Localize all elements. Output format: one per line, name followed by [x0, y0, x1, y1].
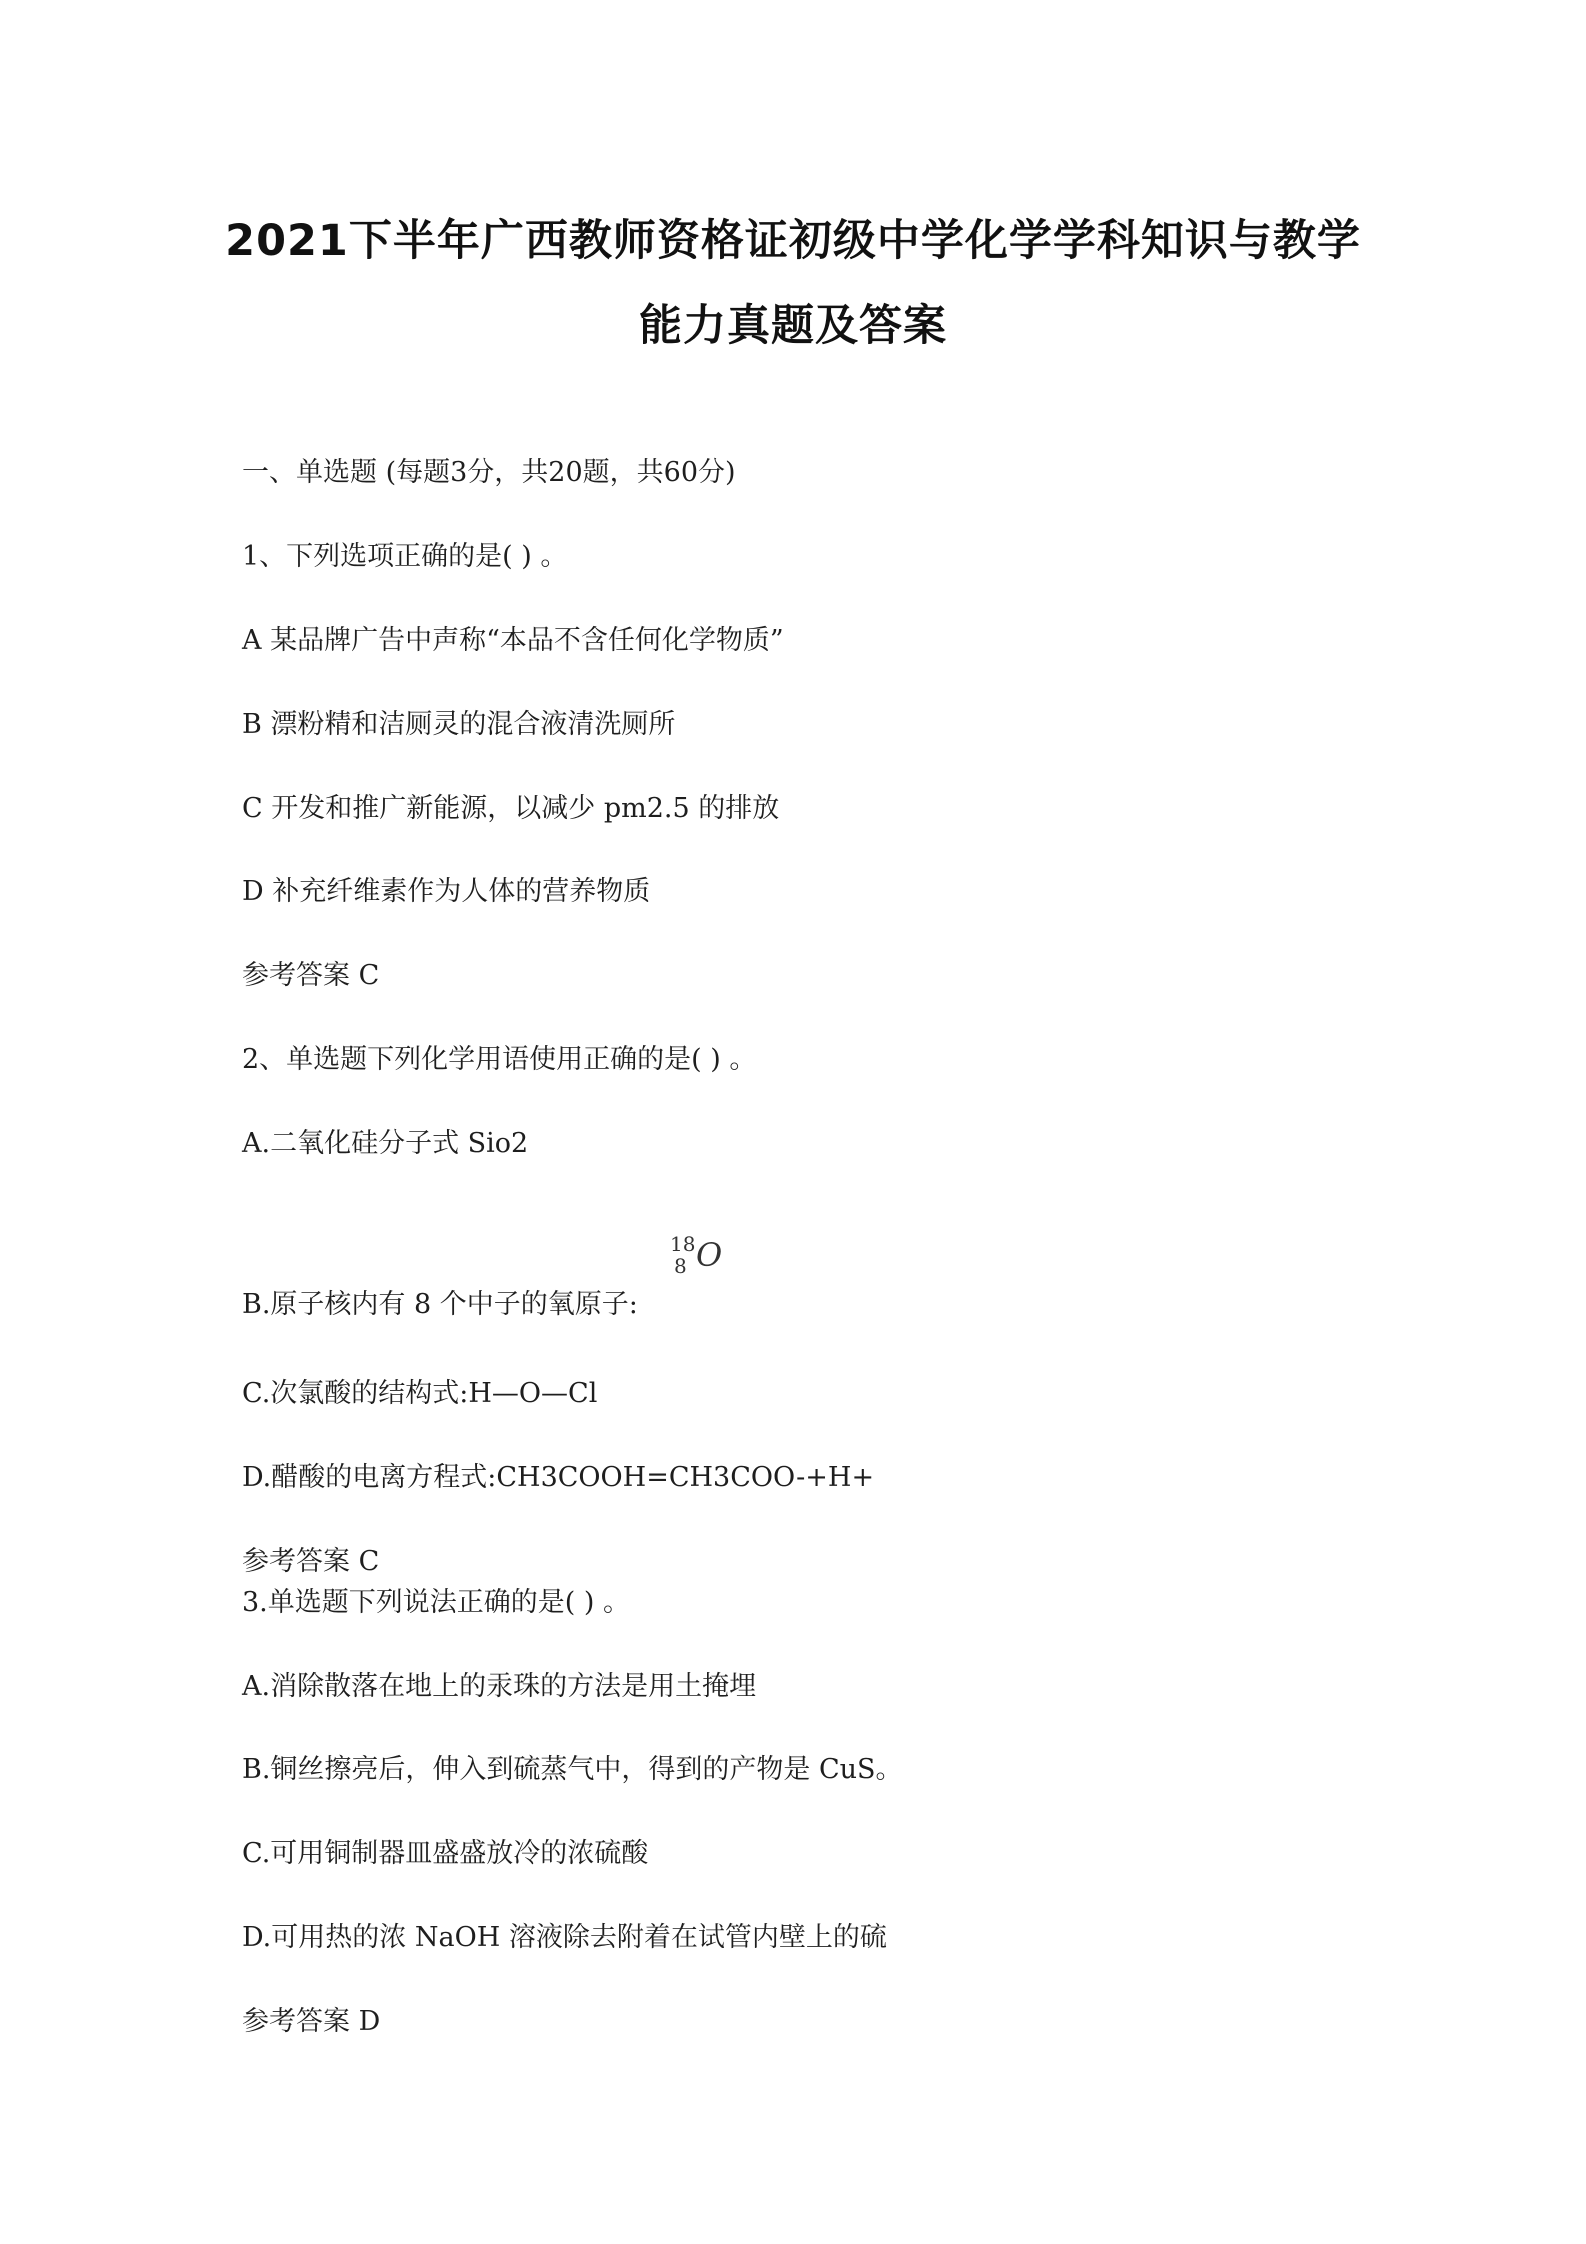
q2-answer: 参考答案 C [242, 1546, 380, 1577]
q1-option-a: A 某品牌广告中声称“本品不含任何化学物质” [242, 625, 784, 656]
q2-option-d: D.醋酸的电离方程式:CH3COOH=CH3COO-+H+ [242, 1462, 875, 1493]
isotope-mass-number: 18 [670, 1232, 696, 1256]
document-title-line-1: 2021下半年广西教师资格证初级中学化学学科知识与教学 [225, 216, 1361, 266]
q2-stem: 2、单选题下列化学用语使用正确的是( ) 。 [242, 1044, 757, 1075]
document-title-line-2: 能力真题及答案 [639, 301, 947, 351]
q3-option-d: D.可用热的浓 NaOH 溶液除去附着在试管内壁上的硫 [242, 1922, 887, 1953]
section-heading: 一、单选题 (每题3分，共20题，共60分) [242, 457, 736, 488]
q3-option-a: A.消除散落在地上的汞珠的方法是用土掩埋 [242, 1671, 757, 1702]
q3-answer: 参考答案 D [242, 2006, 381, 2037]
q3-option-c: C.可用铜制器皿盛盛放冷的浓硫酸 [242, 1838, 649, 1869]
q2-option-b: B.原子核内有 8 个中子的氧原子: [242, 1289, 638, 1320]
q2-option-a: A.二氧化硅分子式 Sio2 [242, 1128, 529, 1159]
q1-answer: 参考答案 C [242, 960, 380, 991]
q1-option-d: D 补充纤维素作为人体的营养物质 [242, 876, 651, 907]
q1-stem: 1、下列选项正确的是( ) 。 [242, 541, 568, 572]
q1-option-b: B 漂粉精和洁厕灵的混合液清洗厕所 [242, 709, 676, 740]
q3-stem: 3.单选题下列说法正确的是( ) 。 [242, 1587, 630, 1618]
q3-option-b: B.铜丝擦亮后，伸入到硫蒸气中，得到的产物是 CuS。 [242, 1754, 903, 1785]
isotope-atomic-number: 8 [674, 1254, 687, 1278]
oxygen-isotope-symbol [670, 1232, 730, 1282]
q1-option-c: C 开发和推广新能源，以减少 pm2.5 的排放 [242, 793, 780, 824]
isotope-element-symbol: O [696, 1236, 723, 1274]
q2-option-c: C.次氯酸的结构式:H—O—Cl [242, 1378, 598, 1409]
